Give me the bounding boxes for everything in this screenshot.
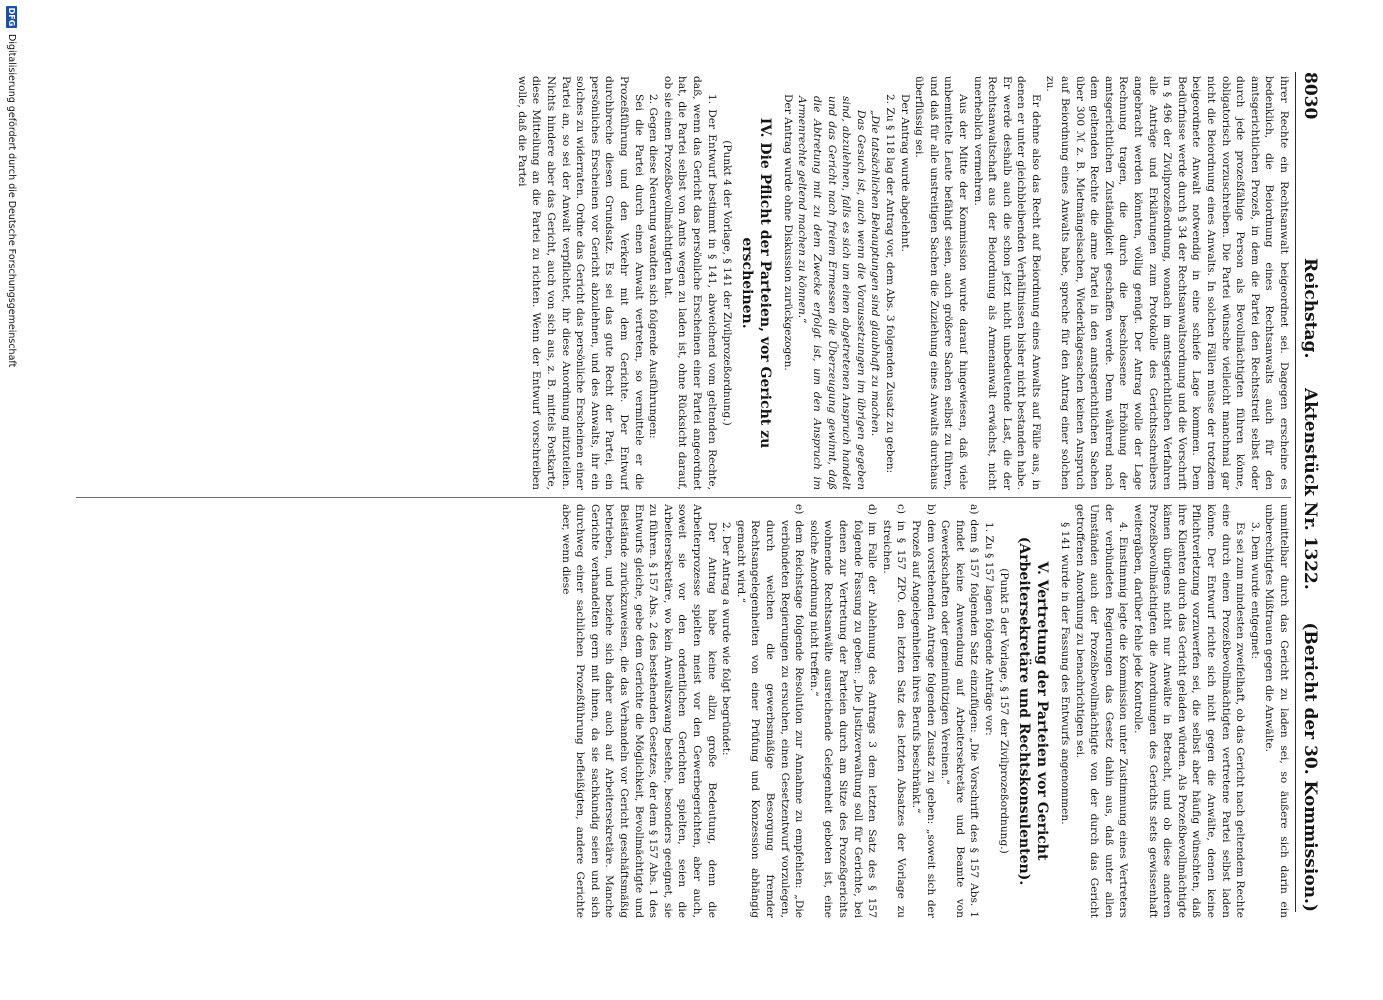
list-item: e) dem Reichstage folgende Resolution zur Annahme zu empfehlen: „Die verbündeten Regierungen zu ersuchen, einen Gesetzentwurf vorzulegen, durch welchen die gewerbsmäßige Besorgung fremder Rechtsangelegenheiten von einer Prüfung und Konzession abhängig gemacht wird.“ <box>734 504 806 918</box>
paragraph: § 141 wurde in der Fassung des Entwurfs angenommen. <box>1059 522 1072 825</box>
paragraph: 1. Der Entwurf bestimmt in § 141, abweichend vom geltenden Rechte, daß, wenn das Gericht das persönliche Erscheinen einer Partei angeordnet hat, die Partei selbst von Amts wegen zu laden ist, ohne Rücksicht darauf, ob sie einen Prozeßbevollmächtigten hat. <box>661 76 718 490</box>
running-title-left: Reichstag. <box>1300 258 1320 359</box>
running-title <box>1299 258 1321 590</box>
list-item: d) im Falle der Ablehnung des Antrags 3 dem letzten Satz des § 157 folgende Fassung zu geben: „Die Justizverwaltung soll für Gerichte, bei denen zur Vertretung der Parteien durch am Sitze des Prozeßgerichts wohnende Rechtsanwälte ausreichende Gelegenheit geboten ist, eine solche Anordnung nicht treffen.“ <box>807 504 879 918</box>
quote: „Die tatsächlichen Behauptungen sind glaubhaft zu machen. <box>869 110 882 437</box>
left-column <box>76 76 1291 490</box>
paragraph: 2. Zu § 118 lag der Antrag vor, dem Abs. 3 folgenden Zusatz zu geben: <box>883 94 896 474</box>
running-title-right: (Bericht der 30. Kommission.) <box>1300 622 1320 912</box>
paragraph: 4. Einstimmig legte die Kommission unter Zustimmung eines Vertreters der verbündeten Regierungen das Gesetz dahin aus, daß unter allen Umständen auch der Prozeßbevollmächtigte von der durch das Gericht getroffenen Anordnung zu benachrichtigen sei. <box>1073 504 1130 918</box>
dfg-logo: DFG <box>7 7 16 27</box>
paragraph: Sei die Partei durch einen Anwalt vertreten, so vermittele er die Prozeßführung und den Verkehr mit dem Gerichte. Der Entwurf durchbreche diesen Grundsatz. Es sei das gute Recht der Partei, ein persönliches Erscheinen vor Gericht abzulehnen, und des Anwalts, ihr ein solches zu widerraten. Ordne das Gericht das persönliche Erscheinen einer Partei an, so sei der Anwalt verpflichtet, ihr diese Anordnung mitzuteilen. Nichts hindere aber das Gericht, auch von sich aus, z. B. mittels Postkarte, diese Mitteilung an die Partei zu richten. Wenn der Entwurf vorschreiben wolle, daß die Partei <box>515 76 645 490</box>
paragraph: 3. Dem wurde entgegnet: <box>1248 522 1261 660</box>
paragraph: Der Antrag wurde ohne Diskussion zurückgezogen. <box>781 94 794 371</box>
list-item: a) dem § 157 folgenden Satz einzufügen: „Die Vorschrift des § 157 Abs. 1 findet keine Anwendung auf Arbeitersekretäre und Beamte von Gewerkschaften oder gemeinnützigen Vereinen.“ <box>939 504 981 918</box>
running-title-document: Aktenstück Nr. 1322. <box>1300 387 1320 590</box>
list-item: b) dem vorstehenden Antrage folgenden Zusatz zu geben: „soweit sich der Prozeß auf Angelegenheiten ihres Berufs beschränkt.“ <box>909 504 937 918</box>
page-header <box>1299 72 1321 912</box>
list-item: c) in § 157 ZPO. den letzten Satz des letzten Absatzes der Vorlage zu streichen. <box>880 504 908 918</box>
paragraph: 1. Zu § 157 lagen folgende Anträge vor: <box>982 522 995 736</box>
paragraph: Aus der Mitte der Kommission wurde darauf hingewiesen, daß viele unbemittelte Leute befähigt seien, auch größere Sachen selbst zu führen, und daß für alle unstreitigen Sachen die Zuziehung eines Anwalts durchaus überflüssig sei. <box>913 76 969 490</box>
paragraph: Der Antrag habe keine allzu große Bedeutung, denn die Arbeiterprozesse spielten meist vor den Gewerbegerichten, aber auch, soweit sie vor den ordentlichen Gerichten spielten, seien die Arbeitersekretäre, wo kein Anwaltszwang bestehe, besonders geeignet, sie zu führen. § 157 Abs. 2 des bestehenden Gesetzes, der dem § 157 Abs. 1 des Entwurfs gleiche, gebe dem Gerichte die Möglichkeit, Bevollmächtigte und Beistände zurückzuweisen, die das Verhandeln vor Gericht geschäftsmäßig betrieben, und beziehe sich daher auch auf Arbeitersekretäre. Manche Gerichte verhandelten gern mit ihnen, da sie sachkundig seien und sich durchweg einer sachlichen Prozeßführung befleißigten, andere Gerichte aber, wenn diese <box>559 504 718 918</box>
paragraph: 2. Gegen diese Neuerung wandten sich folgende Ausführungen: <box>647 94 660 439</box>
column-divider <box>76 497 1291 498</box>
paragraph: ihrer Rechte ein Rechtsanwalt beigeordnet sei. Dagegen erscheine es bedenklich, die Beiordnung eines Rechtsanwalts auch für den amtsgerichtlichen Prozeß, in dem die Partei den Rechtsstreit selbst oder durch jede prozeßfähige Person als Bevollmächtigten führen könne, obligatorisch vorzuschreiben. Die Partei wünsche vielleicht manchmal gar nicht die Beiordnung eines Anwalts. In solchen Fällen müsse der trotzdem beigeordnete Anwalt notwendig in eine schiefe Lage kommen. Dem Bedürfnisse werde durch § 34 der Rechtsanwaltsordnung und die Vorschrift in § 496 der Zivilprozeßordnung, wonach im amtsgerichtlichen Verfahren alle Anträge und Erklärungen zum Protokolle des Gerichtsschreibers angebracht werden könnten, völlig genügt. Der Antrag wolle der Lage Rechnung tragen, die durch die beschlossene Erhöhung der amtsgerichtlichen Zuständigkeit geschaffen werde. Denn während nach dem geltenden Rechte die arme Partei in den amtsgerichtlichen Sachen über 300 ℳ z. B. Mietmängelsachen, Wiederklagesachen keinen Anspruch auf Beiordnung eines Anwalts habe, spreche für den Antrag einer solchen zu. <box>1044 76 1290 490</box>
section-heading-iv: IV. Die Pflicht der Parteien, vor Gericht zu erscheinen. <box>739 117 774 449</box>
paragraph: unmittelbar durch das Gericht zu laden sei, so äußere sich darin ein unberechtigtes Mißtrauen gegen die Anwälte. <box>1263 504 1290 918</box>
paragraph: Der Antrag wurde abgelehnt. <box>898 94 911 252</box>
page-number: 8030 <box>1300 72 1320 120</box>
section-heading-v: V. Vertretung der Parteien vor Gericht (Arbeitersekretäre und Rechtskonsulenten). <box>1016 536 1051 886</box>
header-rule <box>1295 72 1296 912</box>
digitization-credit: Digitalisierung gefördert durch die Deutsche Forschungsgemeinschaft <box>6 34 17 368</box>
quote: Das Gesuch ist, auch wenn die Voraussetzungen im übrigen gegeben sind, abzulehnen, falls es sich um einen abgetretenen Anspruch handelt und das Gericht nach freiem Ermessen die Überzeugung gewinnt, daß die Abtretung mit zu dem Zwecke erfolgt ist, um den Anspruch im Armenrechte geltend machen zu können.“ <box>796 96 867 490</box>
paragraph: 2. Der Antrag a wurde wie folgt begründet: <box>720 522 733 756</box>
paragraph: Es sei zum mindesten zweifelhaft, ob das Gericht nach geltendem Rechte eine durch einen Prozeßbevollmächtigten vertretene Partei selbst laden könne. Der Entwurf richte sich nicht gegen die Anwälte, denen keine Pflichtverletzung vorzuwerfen sei, die selbst aber häufig wünschten, daß ihre Klienten durch das Gericht geladen würden. Als Prozeßbevollmächtigte kämen übrigens nicht nur Anwälte in Betracht, und ob diese anderen Prozeßbevollmächtigten die Anordnungen des Gerichts stets gewissenhaft weitergäben, darüber fehle jede Kontrolle. <box>1132 504 1247 918</box>
right-column <box>76 504 1291 918</box>
section-note: (Punkt 4 der Vorlage, § 141 der Zivilprozeßordnung.) <box>721 140 734 426</box>
digitization-footer <box>4 0 18 1000</box>
paragraph: Er dehne also das Recht auf Beiordnung eines Anwalts auf Fälle aus, in denen er unter gleichbleibenden Verhältnissen bisher nicht bestanden habe. Er werde deshalb auch die schon jetzt nicht unbedeutende Last, die der Rechtsanwaltschaft aus der Beiordnung als Armenanwalt erwächst, nicht unerheblich vermehren. <box>971 76 1042 490</box>
section-note: (Punkt 5 der Vorlage, § 157 der Zivilprozeßordnung.) <box>998 568 1011 854</box>
